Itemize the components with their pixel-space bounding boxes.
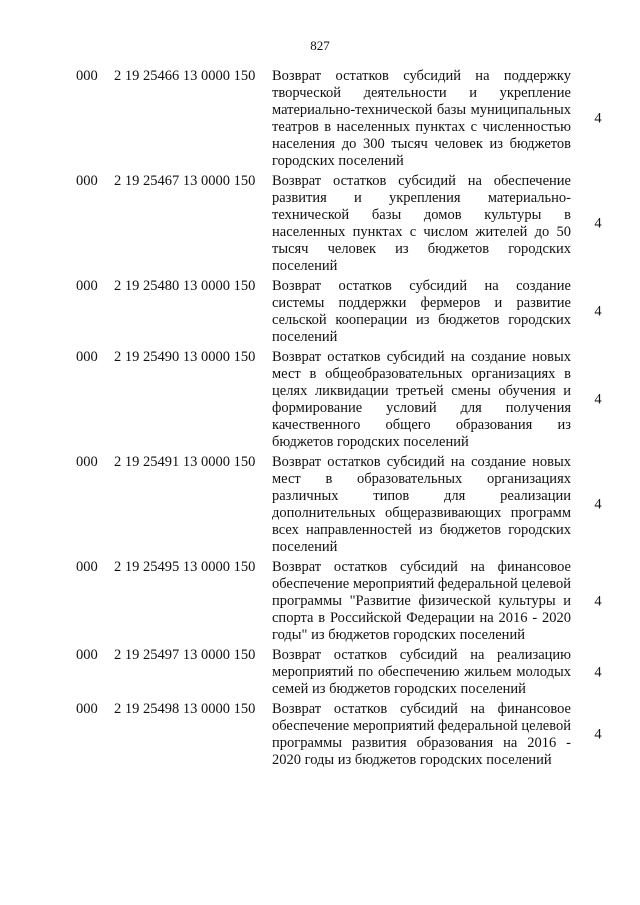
row-description: Возврат остатков субсидий на создание новых мест в образовательных организациях различных типов для реализации дополнительных общеразвивающих программ всех направленностей из бюджетов городских поселений (272, 454, 571, 555)
row-amount: 4 (594, 726, 602, 743)
budget-classification-code: 2 19 25466 13 0000 150 (114, 68, 256, 84)
budget-classification-code: 2 19 25498 13 0000 150 (114, 701, 256, 717)
admin-code: 000 (76, 173, 98, 189)
table-row (0, 454, 640, 556)
table-row (0, 68, 640, 170)
table-row (0, 559, 640, 644)
admin-code: 000 (76, 454, 98, 470)
table-row (0, 278, 640, 346)
budget-classification-code: 2 19 25467 13 0000 150 (114, 173, 256, 189)
budget-code-table (0, 68, 640, 772)
admin-code: 000 (76, 559, 98, 575)
row-description: Возврат остатков субсидий на создание новых мест в общеобразовательных организациях в целях ликвидации третьей смены обучения и формирование условий для получения качественного общего образования из бюджетов городских поселений (272, 349, 571, 450)
row-amount: 4 (594, 593, 602, 609)
budget-classification-code: 2 19 25491 13 0000 150 (114, 454, 256, 470)
row-amount: 4 (594, 110, 602, 127)
budget-classification-code: 2 19 25497 13 0000 150 (114, 647, 256, 663)
row-description: Возврат остатков субсидий на создание системы поддержки фермеров и развитие сельской кооперации из бюджетов городских поселений (272, 278, 571, 345)
admin-code: 000 (76, 701, 98, 717)
row-description: Возврат остатков субсидий на финансовое обеспечение мероприятий федеральной целевой программы развития образования на 2016 - 2020 годы из бюджетов городских поселений (272, 701, 571, 768)
table-row (0, 701, 640, 769)
page-number: 827 (310, 38, 330, 53)
row-description: Возврат остатков субсидий на поддержку творческой деятельности и укрепление материально-технической базы муниципальных театров в населенных пунктах с численностью населения до 300 тысяч человек из бюджетов городских поселений (272, 68, 571, 169)
row-amount: 4 (594, 391, 602, 408)
budget-classification-code: 2 19 25490 13 0000 150 (114, 349, 256, 365)
admin-code: 000 (76, 278, 98, 294)
row-amount: 4 (594, 496, 602, 513)
table-row (0, 647, 640, 698)
table-row (0, 349, 640, 451)
admin-code: 000 (76, 349, 98, 365)
budget-classification-code: 2 19 25480 13 0000 150 (114, 278, 256, 294)
admin-code: 000 (76, 68, 98, 84)
row-amount: 4 (594, 303, 602, 320)
admin-code: 000 (76, 647, 98, 663)
row-description: Возврат остатков субсидий на обеспечение развития и укрепления материально-технической базы домов культуры в населенных пунктах с числом жителей до 50 тысяч человек из бюджетов городских поселений (272, 173, 571, 274)
budget-classification-code: 2 19 25495 13 0000 150 (114, 559, 256, 575)
row-amount: 4 (594, 664, 602, 680)
row-description: Возврат остатков субсидий на финансовое обеспечение мероприятий федеральной целевой программы "Развитие физической культуры и спорта в Российской Федерации на 2016 - 2020 годы" из бюджетов городских поселений (272, 559, 571, 643)
table-row (0, 173, 640, 275)
row-description: Возврат остатков субсидий на реализацию мероприятий по обеспечению жильем молодых семей из бюджетов городских поселений (272, 647, 571, 697)
row-amount: 4 (594, 215, 602, 232)
